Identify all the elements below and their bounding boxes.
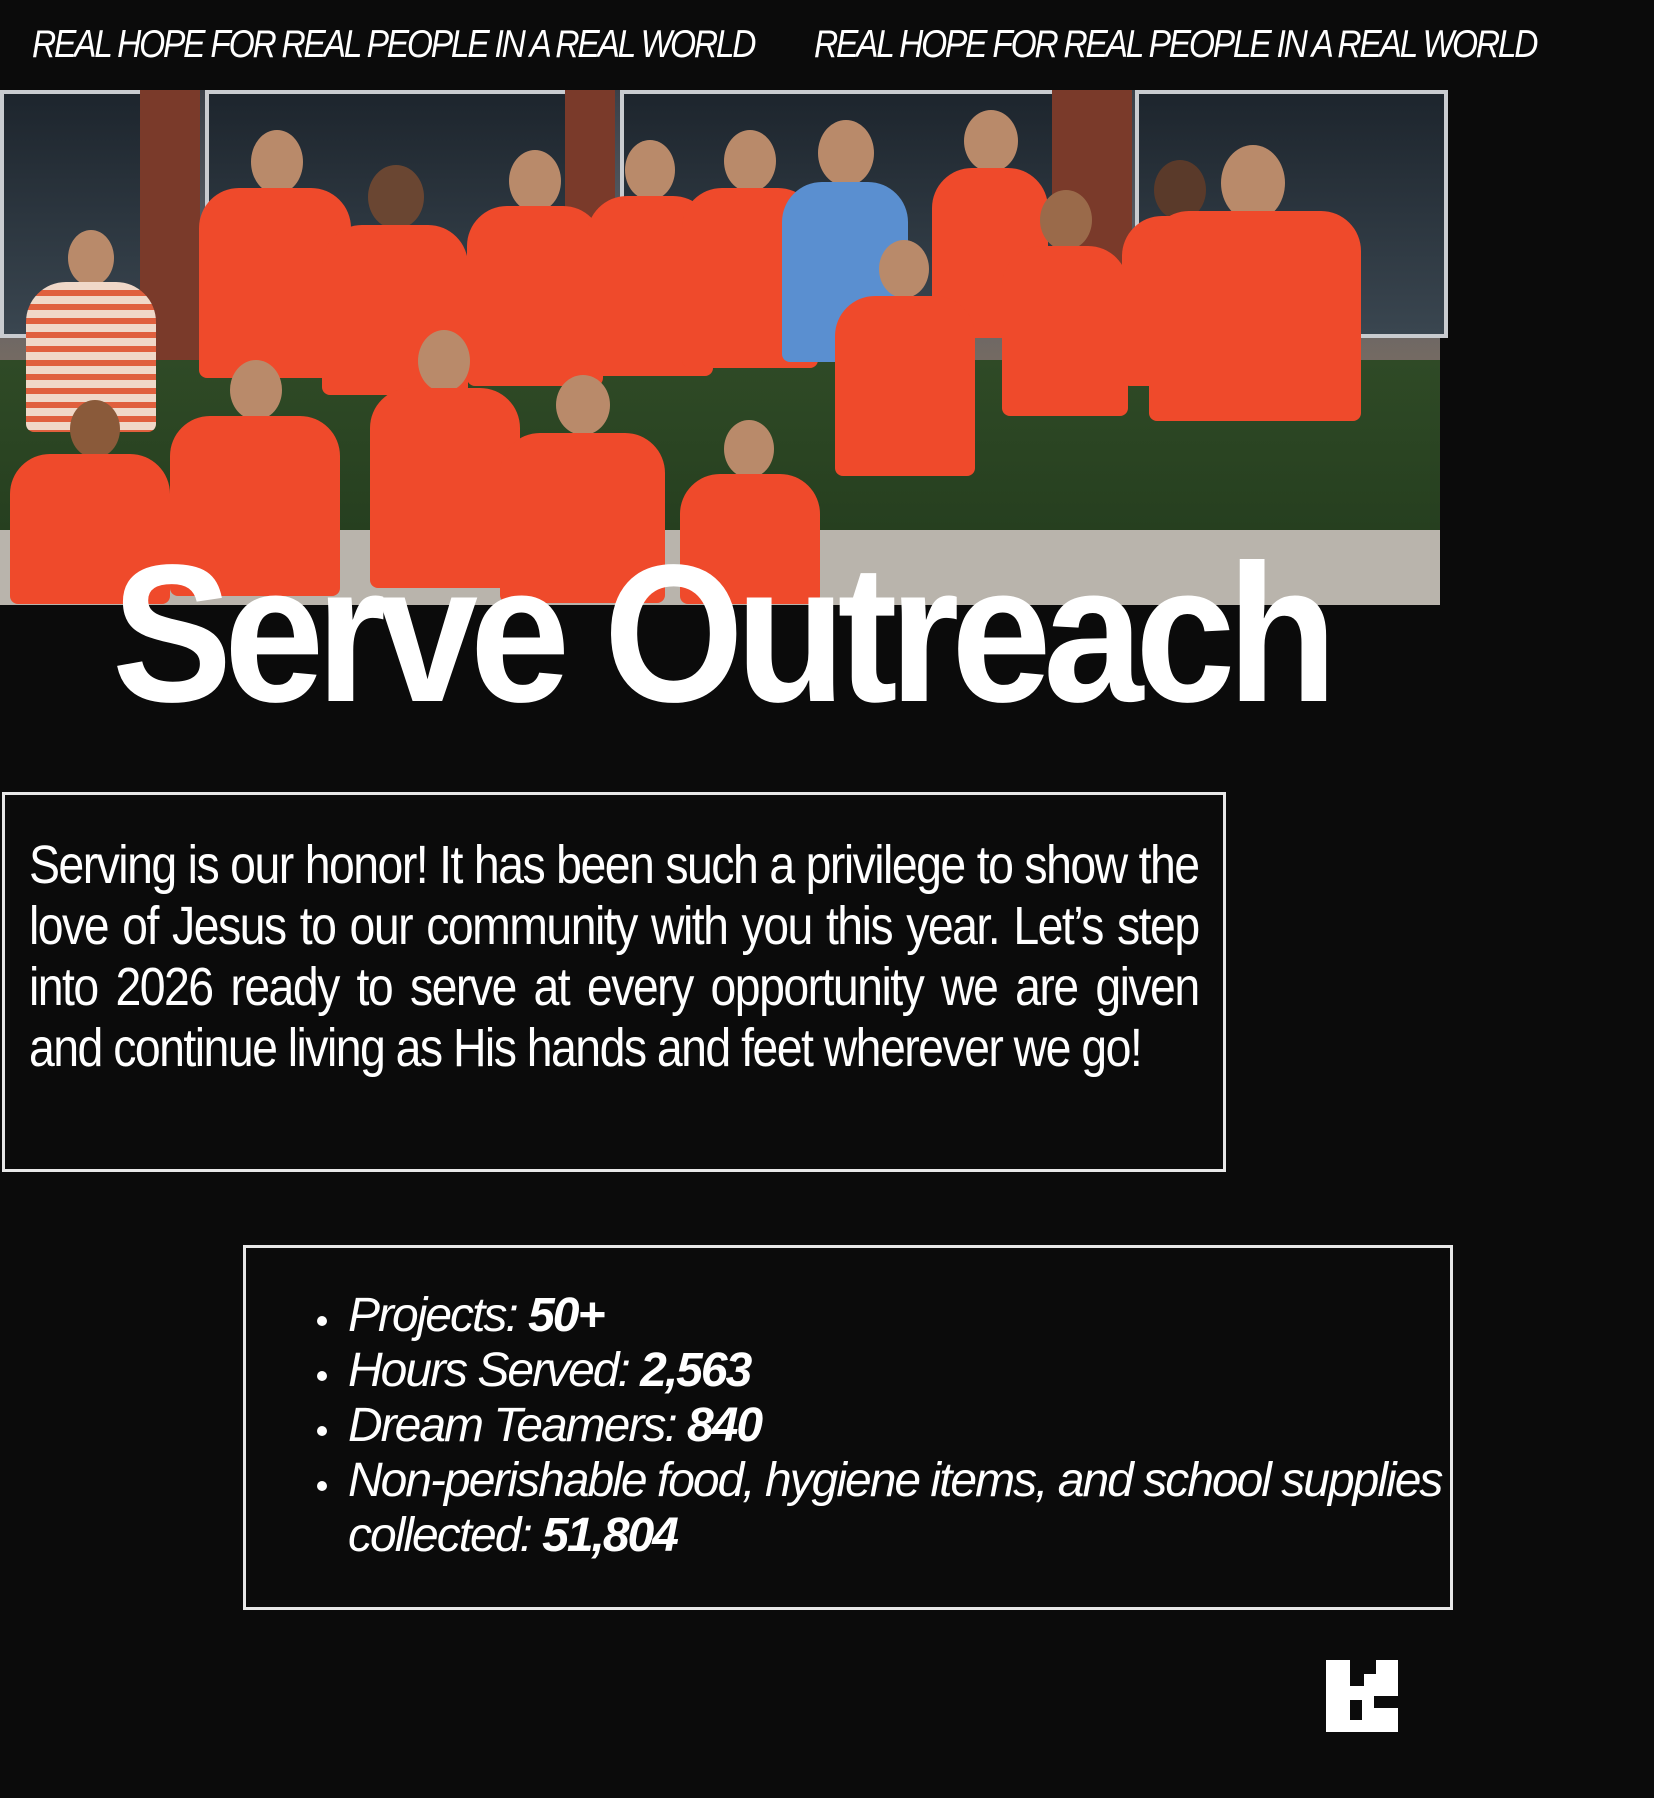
stat-value: 840 bbox=[687, 1399, 762, 1452]
hero-title-text: Serve Outreach bbox=[111, 524, 1329, 743]
person bbox=[1145, 145, 1365, 485]
ticker-text: REAL HOPE FOR REAL PEOPLE IN A REAL WORLD bbox=[32, 23, 755, 66]
stat-value: 2,563 bbox=[640, 1344, 751, 1397]
stat-label: Hours Served: bbox=[348, 1344, 641, 1397]
church-logo-icon bbox=[1322, 1656, 1402, 1736]
stat-label: Non-perishable food, hygiene items, and school supplies collected: bbox=[348, 1454, 1442, 1562]
stat-label: Dream Teamers: bbox=[348, 1399, 687, 1452]
stat-items-collected bbox=[344, 1453, 1454, 1563]
stat-dream-teamers bbox=[344, 1398, 1454, 1453]
stat-label: Projects: bbox=[348, 1289, 529, 1342]
person bbox=[1000, 190, 1130, 490]
ticker-text-repeat: REAL HOPE FOR REAL PEOPLE IN A REAL WORLD bbox=[814, 23, 1537, 66]
person bbox=[835, 240, 975, 560]
message-text: Serving is our honor! It has been such a privilege to show the love of Jesus to our community with you this year. Let’s step into 2026 ready to serve at every opportunity we are given and continue living as His hands and feet wherever we go! bbox=[29, 835, 1199, 1078]
stat-projects bbox=[344, 1288, 1454, 1343]
stat-value: 51,804 bbox=[542, 1509, 677, 1562]
stats-box bbox=[243, 1245, 1453, 1610]
message-box bbox=[2, 792, 1226, 1172]
stat-value: 50+ bbox=[528, 1289, 604, 1342]
stats-list bbox=[302, 1288, 1454, 1563]
stat-hours-served bbox=[344, 1343, 1454, 1398]
ticker-bar bbox=[0, 0, 1537, 90]
hero-title bbox=[0, 524, 1440, 743]
